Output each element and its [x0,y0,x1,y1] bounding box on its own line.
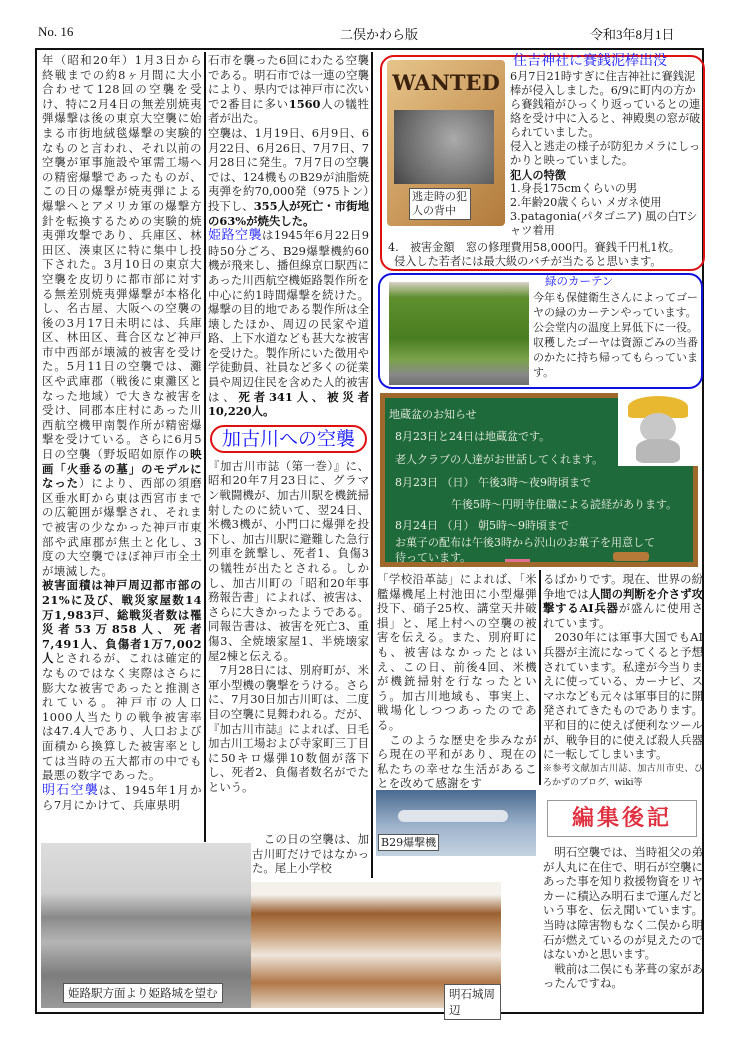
notice-line: 午後5時～円明寺住職による読経があります。 [451,498,678,511]
body [636,439,680,463]
references: ※参考文献加古川誌、加古川市史、ひろかずのブログ、wiki等 [543,763,703,788]
curtain-text: 今年も保健衛生さんによってゴーヤの緑のカーテンやっています。公会堂内の温度上昇低下に一役。収穫したゴーヤは資源ごみの当番のかたに持ち帰ってもらっています。 [533,291,698,379]
text: とされるが、これは確定的なものではなく実際はさらに膨大な被害であったと推測されている。神戸市の人口1000人当たりの戦争被害率は47.4人であり、人口および面積から換算した被害率としては当時の五大都市の中でも最悪の数字であった。 [42,651,202,783]
bold-text: 355人が死亡・市街地の63%が焼失した。 [208,198,369,228]
chalk [505,559,530,562]
text: 空襲は、1月19日、6月9日、6月22日、6月26日、7月7日、7月28日に発生。7月7日の空襲では、124機ものB29が油脂焼夷弾を約70,000発（975トン）投下し、 [208,125,369,213]
wanted-poster-image [387,60,505,226]
wanted-title: 住吉神社に賽銭泥棒出没 [513,53,667,69]
text: 「学校沿革誌」によれば、「米艦爆機尾上村池田に小型爆弾投下、硝子25枚、講堂天井破損」と、尾上村への空襲の被害を伝える。また、別府町にも、被害はなかったとはいえ、この日、前後4回、米機が機銃掃射を行なったという。加古川地域も、事実上、戦場化しつつあったのである。 [377,572,537,732]
bold-text: 映画「火垂るの墓」のモデルになった [42,447,202,491]
text: ）により、西部の須磨区垂水町から東は西宮市までの広範囲が爆撃され、それまで被害の少なかった神戸市東部や武庫郡が焦土と化し、3度の大空襲でほぼ神戸市全土が壊滅した。 [42,476,202,578]
text: 年（昭和20年）1月3日から終戦までの約8ヶ月間に大小合わせて128回の空襲を受け、特に2月4日の無差別焼夷弾爆撃は後の東京大空襲に始まる市街地絨毯爆撃の実験的なものと言われ、それ以前の空襲が軍事施設や軍需工場への精密爆撃であったものが、この日の爆撃が焼夷弾による爆撃へとアメリカ軍の爆撃方針を転換するための実験的焼夷弾攻撃であり、兵庫区、林田区、湊東区に特に集中し投下された。3月10日の東京大空襲を皮切りに都市部に対する無差別焼夷弾爆撃が本格化し、名古屋、大阪への空襲の後の3月17日未明には、兵庫区、林田区、葺合区など神戸市中西部が壊滅的被害を受けた。5月11日の空襲では、灘区や武庫郡（戦後に東灘区となった地域）で大きな被害を受け、同郡本庄村にあった川西航空機甲南製作所が精密爆撃を受けている。さらに6月5日の空襲（野坂昭如原作の [42,53,202,462]
photo-caption: B29爆撃機 [378,834,439,851]
column-divider [371,52,373,878]
text: 侵入した若者には最大級のバチが当たると思います。 [394,255,662,268]
editor-note-body [543,845,703,991]
bold-text: 死者341人、被災者10,220人。 [208,389,369,419]
notice-title: 地蔵盆のお知らせ [389,408,477,421]
notice-line: 老人クラブの人達がお世話してくれます。 [395,453,604,466]
newsletter-title: 二俣かわら版 [340,27,419,42]
issue-date: 令和3年8月1日 [590,27,675,42]
feature-item: 1.身長175cmくらいの男 [510,182,638,195]
column-divider [204,52,206,842]
text: 2030年には軍事大国でもAI兵器が主流になってくると予想されています。私達が今当りまえに使っている、カーナビ、スマホなども元々は軍事目的に開発されてきたものであります。平和目的に使えば便利なツールが、戦争目的に使えば殺人兵器に一転してしまいます。 [543,630,703,762]
section-label-himeji: 姫路空襲 [208,228,262,244]
notice-line: 8月23日 （日） 午後3時～夜9時頃まで [395,476,591,489]
notice-line: 待っています。 [395,551,472,564]
text: は、1945年1月から7月にかけて、兵庫県明 [42,782,202,813]
photo-caption: 姫路駅方面より姫路城を望む [63,983,223,1003]
notice-line: 8月24日 （月） 朝5時～9時頃まで [395,519,569,532]
column-divider [539,570,541,785]
photo-caption: 明石城周辺 [444,984,501,1020]
feature-item: 3.patagonia(パタゴニア) 風の白Tシャツ着用 [510,210,698,237]
akashi-castle-area-photo [251,882,501,1017]
notice-line: お菓子の配布は午後3時から沢山のお菓子を用意して [395,536,655,549]
text: このような歴史を歩みながら現在の平和があり、現在の私たちの幸せな生活があることを改めて感謝をす [377,732,537,791]
camera-photo [394,110,494,184]
text: るばかりです。現在、世界の紛争地では [543,572,703,601]
photo-caption: 逃走時の犯人の背中 [409,188,471,220]
text: 石市を襲った6回にわたる空襲である。明石市では一連の空襲により、県内では神戸市に次いで2番目に多い [208,53,369,111]
curtain-title: 緑のカーテン [545,274,614,288]
bold-text: 被害面積は神戸周辺都市部の21%に及び、戦災家屋数14万1,983戸、総戦災者数は罹災者53万858人、死者7,491人、負傷者1万7,002人 [42,578,202,666]
feature-item: 2.年齢20歳くらい メガネ使用 [510,196,662,209]
wanted-footer [388,241,703,269]
issue-number: No. 16 [38,24,74,39]
features-title: 犯人の特徴 [510,168,566,182]
text: 町だけではなかった。尾上小学校 [252,846,369,876]
text: 6月7日21時すぎに住吉神社に賽銭泥棒が侵入しました。6/9に町内の方から賽銭箱がひっくり返っているとの連絡を受け中に入ると、神殿奥の窓が破られていました。 [510,70,701,139]
article-onoe [377,572,537,791]
text: が盛んに使用されています。 [543,601,703,630]
green-curtain-photo [389,282,529,385]
eraser [613,552,649,561]
wanted-body [510,70,702,238]
article-continuation [252,832,369,876]
wanted-word: WANTED [392,70,500,95]
text: 人の犠牲者が出た。 [208,96,369,126]
text: この日の空襲は、加古川 [252,832,369,861]
b29-photo [376,790,536,856]
article-ai-weapons [543,572,703,790]
section-heading-kakogawa: 加古川への空襲 [210,425,367,453]
jizo-character-illustration [618,391,698,466]
text: 7月28日には、別府町が、米軍小型機の襲撃をうける。さらに、7月30日加古川町は、二度目の空襲に見舞われる。だが、『加古川市誌』によれば、日毛加古川工場および寺家町三丁目に50キロ爆弾10数個が落下し、死者2、負傷者数名がでたという。 [208,663,369,794]
bold-text: 人間の判断を介さず攻撃するAI兵器 [543,586,703,616]
article-akashi-himeji [208,53,369,795]
text: は1945年6月22日9時50分ごろ、B29爆撃機約60機が飛来し、播但線京口駅西にあった川西航空機姫路製作所を中心に約1時間爆撃を続けた。爆撃の目的地である製作所は全壊したほか、周辺の民家や道路、上下水道なども甚大な被害を受けた。製作所にいた徴用や学徒動員、社員など多くの従業員や周辺住民を含めた人的被害は、 [208,228,369,404]
text: 明石空襲では、当時祖父の弟が人丸に在住で、明石が空襲にあった事を知り救援物資をリヤカーに積込み明石まで運んだという事を、伝え聞いています。当時は障害物もなく二俣から明石が燃えているのが見えたのではないかと思います。 [543,845,703,962]
text: 4. 被害金額 窓の修理費用58,000円。賽銭千円札1枚。 [388,241,680,254]
text: 『加古川市誌（第一巻）』に、昭和20年7月23日に、グラマン戦闘機が、加古川駅を機銃掃射したのに続いて、翌24日、米機3機が、小門口に爆弾を投下し、加古川駅に避難した急行列車を銃撃し、死者1、負傷3の犠牲が出たとされる。しかし、加古川町の「昭和20年事務報告書」によれば、被害は、さらに大きかったようである。同報告書は、被害を死亡3、重傷3、全焼壊家屋1、半焼壊家屋2棟と伝える。 [208,458,369,663]
plane-fuselage [398,810,508,822]
himeji-ruins-photo [41,843,251,1008]
text: 侵入と逃走の様子が防犯カメラにしっかりと映っていました。 [510,140,701,167]
editor-note-title: 編集後記 [547,800,697,837]
article-kobe-air-raid [42,53,202,813]
bold-text: 1560 [288,96,321,111]
section-label-akashi: 明石空襲 [42,782,100,798]
notice-line: 8月23日と24日は地蔵盆です。 [395,430,551,443]
text: 戦前は二俣にも茅葺の家があったんですね。 [543,961,703,991]
